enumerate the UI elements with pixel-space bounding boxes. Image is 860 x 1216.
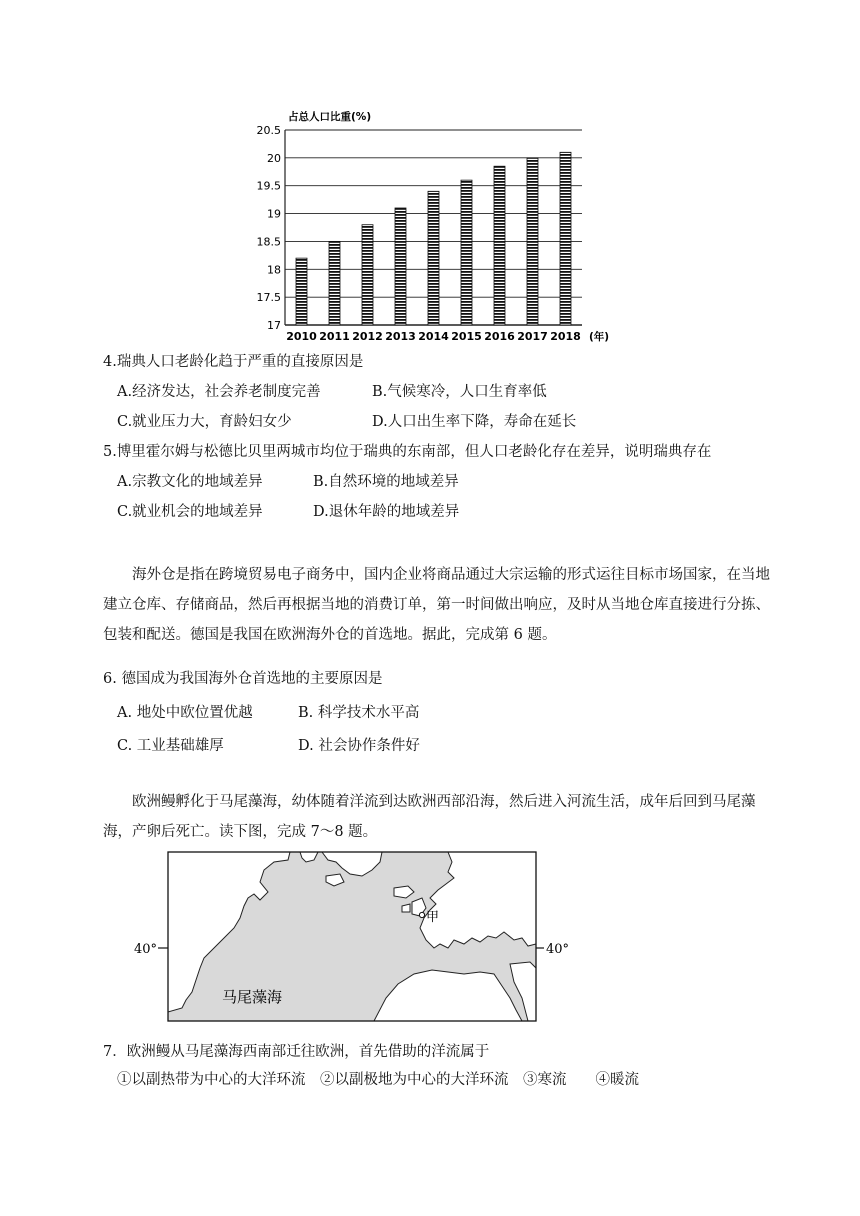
question-6-option-c: C. 工业基础雄厚 bbox=[117, 738, 224, 754]
question-4-option-b: B.气候寒冷，人口生育率低 bbox=[372, 384, 547, 400]
x-tick-label: 2018 bbox=[550, 330, 581, 343]
y-tick-label: 18.5 bbox=[256, 235, 281, 249]
question-7-options: ①以副热带为中心的大洋环流 ②以副极地为中心的大洋环流 ③寒流 ④暖流 bbox=[117, 1072, 639, 1088]
y-tick-label: 19 bbox=[267, 207, 281, 221]
bar-2011 bbox=[329, 241, 340, 325]
x-tick-label: 2011 bbox=[319, 330, 350, 343]
bar-2010 bbox=[296, 258, 307, 325]
question-4-option-d: D.人口出生率下降，寿命在延长 bbox=[372, 414, 577, 430]
sargasso-sea-label: 马尾藻海 bbox=[222, 988, 283, 1006]
bar-2016 bbox=[494, 166, 505, 325]
bar-2018 bbox=[560, 152, 571, 325]
bar-2017 bbox=[527, 158, 538, 325]
question-6-stem: 6. 德国成为我国海外仓首选地的主要原因是 bbox=[103, 671, 383, 687]
x-tick-label: 2016 bbox=[484, 330, 515, 343]
x-axis-label: (年) bbox=[589, 331, 610, 343]
y-tick-label: 17 bbox=[267, 319, 281, 332]
question-4-stem: 4.瑞典人口老龄化趋于严重的直接原因是 bbox=[103, 354, 364, 370]
bar-2014 bbox=[428, 191, 439, 325]
x-tick-label: 2014 bbox=[418, 330, 449, 343]
population-aging-bar-chart bbox=[240, 100, 640, 350]
latitude-label-left: 40° bbox=[134, 942, 158, 957]
question-5-option-c: C.就业机会的地域差异 bbox=[117, 504, 263, 520]
question-6-option-d: D. 社会协作条件好 bbox=[298, 738, 420, 754]
x-tick-label: 2015 bbox=[451, 330, 482, 343]
point-jia-label: 甲 bbox=[426, 910, 440, 925]
question-6-option-a: A. 地处中欧位置优越 bbox=[117, 705, 253, 721]
y-tick-label: 20 bbox=[267, 151, 281, 165]
y-tick-label: 19.5 bbox=[256, 179, 281, 193]
x-tick-label: 2010 bbox=[286, 330, 317, 343]
y-tick-label: 17.5 bbox=[256, 291, 281, 305]
question-5-option-d: D.退休年龄的地域差异 bbox=[313, 504, 460, 520]
question-5-option-b: B.自然环境的地域差异 bbox=[313, 474, 459, 490]
y-tick-label: 20.5 bbox=[256, 124, 281, 137]
bar-2012 bbox=[362, 225, 373, 325]
point-jia-marker bbox=[419, 912, 424, 917]
latitude-label-right: 40° bbox=[546, 942, 570, 957]
bar-2013 bbox=[395, 208, 406, 325]
question-7-stem: 7．欧洲鳗从马尾藻海西南部迁往欧洲，首先借助的洋流属于 bbox=[103, 1044, 490, 1060]
y-tick-label: 18 bbox=[267, 263, 281, 277]
passage-european-eel: 欧洲鳗孵化于马尾藻海，幼体随着洋流到达欧洲西部沿海，然后进入河流生活，成年后回到马尾藻海，产卵后死亡。读下图，完成 7～8 题。 bbox=[103, 794, 756, 840]
passage-overseas-warehouse: 海外仓是指在跨境贸易电子商务中，国内企业将商品通过大宗运输的形式运往目标市场国家，在当地建立仓库、存储商品，然后再根据当地的消费订单，第一时间做出响应，及时从当地仓库直接进行分拣、包装和配送。德国是我国在欧洲海外仓的首选地。据此，完成第 6 题。 bbox=[103, 567, 770, 643]
x-tick-label: 2012 bbox=[352, 330, 383, 343]
question-4-option-c: C.就业压力大，育龄妇女少 bbox=[117, 414, 292, 430]
north-atlantic-map bbox=[130, 848, 570, 1028]
y-axis-label: 占总人口比重(%) bbox=[288, 111, 372, 123]
x-tick-label: 2017 bbox=[517, 330, 548, 343]
ireland bbox=[402, 904, 410, 912]
x-tick-label: 2013 bbox=[385, 330, 416, 343]
question-6-option-b: B. 科学技术水平高 bbox=[298, 705, 420, 721]
question-4-option-a: A.经济发达，社会养老制度完善 bbox=[117, 384, 321, 400]
question-5-option-a: A.宗教文化的地域差异 bbox=[117, 474, 263, 490]
question-5-stem: 5.博里霍尔姆与松德比贝里两城市均位于瑞典的东南部，但人口老龄化存在差异，说明瑞典存在 bbox=[103, 444, 712, 460]
bar-2015 bbox=[461, 180, 472, 325]
